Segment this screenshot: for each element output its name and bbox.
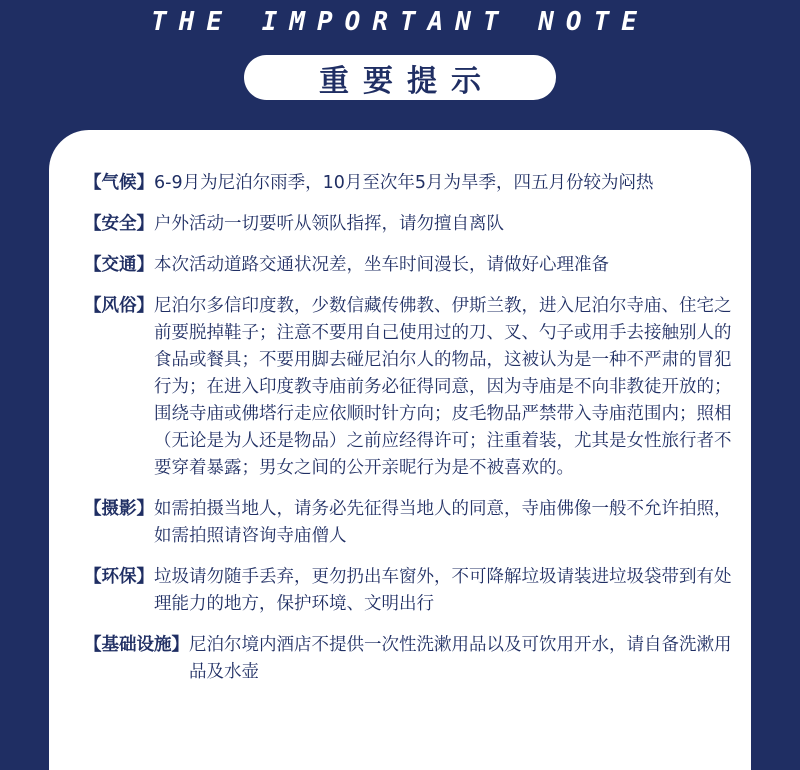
note-environment <box>84 564 734 618</box>
note-customs <box>84 293 734 482</box>
note-infrastructure <box>84 632 734 686</box>
note-transport <box>84 252 734 279</box>
note-tag: 【基础设施】 <box>84 635 189 655</box>
note-photography <box>84 496 734 550</box>
note-text: 户外活动一切要听从领队指挥，请勿擅自离队 <box>154 214 504 234</box>
notes-list <box>84 170 734 700</box>
note-tag: 【风俗】 <box>84 296 154 316</box>
note-text: 6-9月为尼泊尔雨季，10月至次年5月为旱季，四五月份较为闷热 <box>154 173 654 193</box>
note-text: 尼泊尔多信印度教，少数信藏传佛教、伊斯兰教，进入尼泊尔寺庙、住宅之前要脱掉鞋子；注意不要用自己使用过的刀、叉、勺子或用手去接触别人的食品或餐具；不要用脚去碰尼泊尔人的物品，这被认为是一种不严肃的冒犯行为；在进入印度教寺庙前务必征得同意，因为寺庙是不向非教徒开放的；围绕寺庙或佛塔行走应依顺时针方向；皮毛物品严禁带入寺庙范围内；照相（无论是为人还是物品）之前应经得许可；注重着装，尤其是女性旅行者不要穿着暴露；男女之间的公开亲昵行为是不被喜欢的。 <box>154 296 732 478</box>
note-tag: 【交通】 <box>84 255 154 275</box>
note-safety <box>84 211 734 238</box>
page-title-text: 重要提示 <box>319 63 495 99</box>
note-text: 垃圾请勿随手丢弃，更勿扔出车窗外，不可降解垃圾请装进垃圾袋带到有处理能力的地方，保护环境、文明出行 <box>154 567 732 614</box>
note-tag: 【摄影】 <box>84 499 154 519</box>
note-tag: 【环保】 <box>84 567 154 587</box>
note-text: 尼泊尔境内酒店不提供一次性洗漱用品以及可饮用开水，请自备洗漱用品及水壶 <box>189 635 732 682</box>
english-subtitle: THE IMPORTANT NOTE <box>151 7 649 37</box>
note-tag: 【安全】 <box>84 214 154 234</box>
note-climate <box>84 170 734 197</box>
page-title <box>244 55 556 100</box>
note-tag: 【气候】 <box>84 173 154 193</box>
note-text: 如需拍摄当地人，请务必先征得当地人的同意，寺庙佛像一般不允许拍照，如需拍照请咨询寺庙僧人 <box>154 499 732 546</box>
note-text: 本次活动道路交通状况差，坐车时间漫长，请做好心理准备 <box>154 255 609 275</box>
